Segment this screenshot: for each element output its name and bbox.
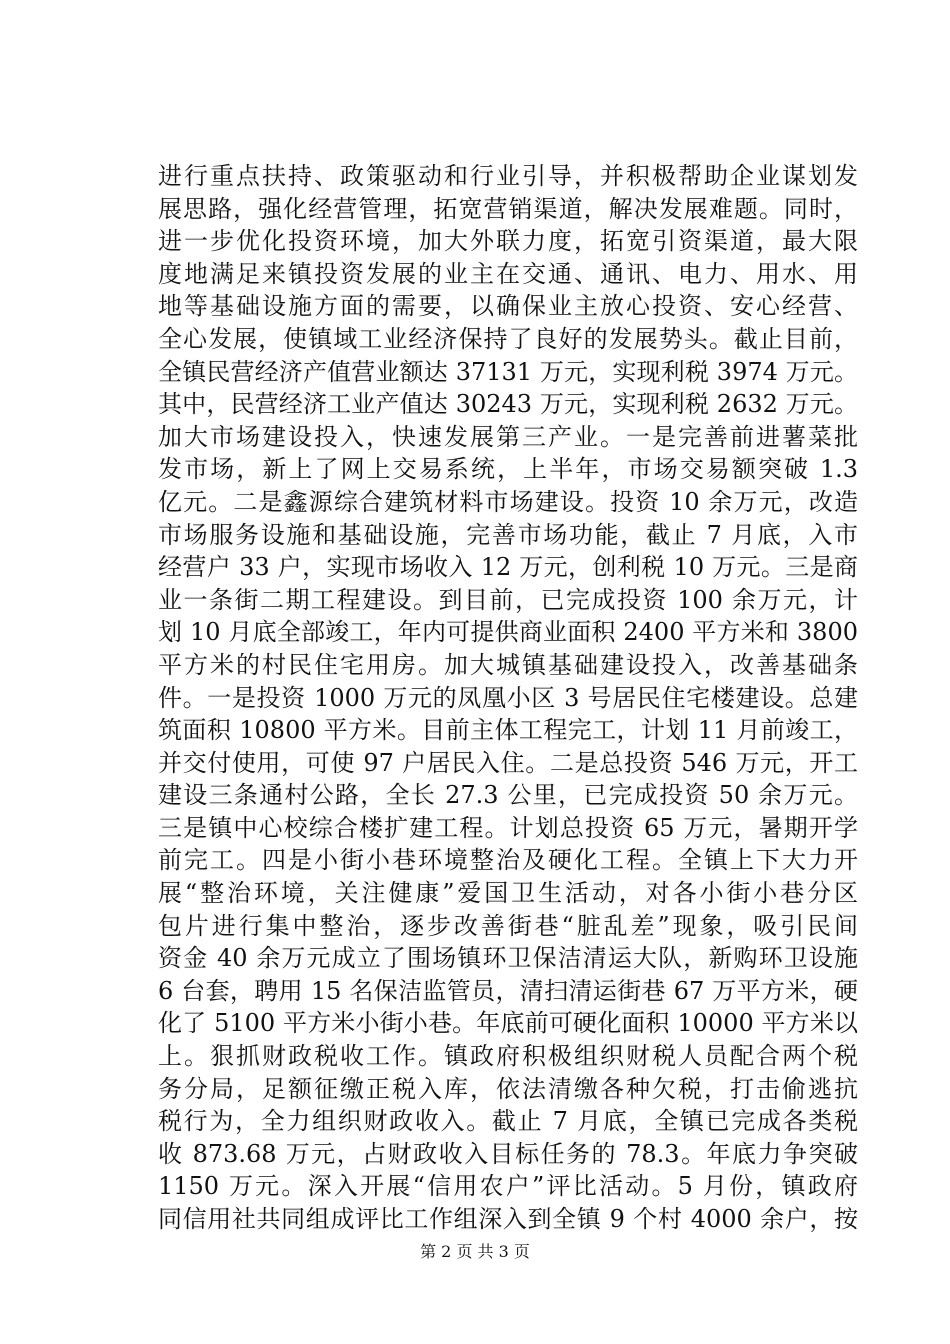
text-line: 加大市场建设投入，快速发展第三产业。一是完善前进薯菜批 — [158, 422, 858, 451]
text-line: 资金 40 余万元成立了围场镇环卫保洁清运大队，新购环卫设施 — [158, 944, 858, 973]
text-line: 件。一是投资 1000 万元的凤凰小区 3 号居民住宅楼建设。总建 — [158, 683, 858, 712]
text-line: 筑面积 10800 平方米。目前主体工程完工，计划 11 月前竣工， — [158, 716, 858, 745]
text-line: 并交付使用，可使 97 户居民入住。二是总投资 546 万元，开工 — [158, 748, 858, 777]
text-line: 上。狠抓财政税收工作。镇政府积极组织财税人员配合两个税 — [158, 1042, 858, 1071]
page-number-label: 第 2 页 共 3 页 — [420, 1242, 530, 1261]
text-line: 展“整治环境，关注健康”爱国卫生活动，对各小街小巷分区 — [158, 879, 858, 908]
text-line: 其中，民营经济工业产值达 30243 万元，实现利税 2632 万元。 — [158, 390, 858, 419]
text-line: 市场服务设施和基础设施，完善市场功能，截止 7 月底，入市 — [158, 520, 858, 549]
text-line: 前完工。四是小街小巷环境整治及硬化工程。全镇上下大力开 — [158, 846, 858, 875]
text-line: 进一步优化投资环境，加大外联力度，拓宽引资渠道，最大限 — [158, 227, 858, 256]
text-line: 建设三条通村公路，全长 27.3 公里，已完成投资 50 余万元。 — [158, 781, 858, 810]
text-line: 展思路，强化经营管理，拓宽营销渠道，解决发展难题。同时， — [158, 194, 858, 223]
text-line: 化了 5100 平方米小街小巷。年底前可硬化面积 10000 平方米以 — [158, 1009, 858, 1038]
text-line: 进行重点扶持、政策驱动和行业引导，并积极帮助企业谋划发 — [158, 162, 858, 190]
text-line: 三是镇中心校综合楼扩建工程。计划总投资 65 万元，暑期开学 — [158, 813, 858, 842]
text-line: 发市场，新上了网上交易系统，上半年，市场交易额突破 1.3 — [158, 455, 858, 484]
text-line: 1150 万元。深入开展“信用农户”评比活动。5 月份，镇政府 — [158, 1172, 858, 1201]
text-line: 全镇民营经济产值营业额达 37131 万元，实现利税 3974 万元。 — [158, 357, 858, 386]
text-line: 全心发展，使镇域工业经济保持了良好的发展势头。截止目前， — [158, 324, 858, 353]
text-line: 收 873.68 万元，占财政收入目标任务的 78.3。年底力争突破 — [158, 1139, 858, 1168]
text-line: 平方米的村民住宅用房。加大城镇基础建设投入，改善基础条 — [158, 650, 858, 679]
text-line: 务分局，足额征缴正税入库，依法清缴各种欠税，打击偷逃抗 — [158, 1074, 858, 1103]
text-line: 亿元。二是鑫源综合建筑材料市场建设。投资 10 余万元，改造 — [158, 487, 858, 516]
text-line: 同信用社共同组成评比工作组深入到全镇 9 个村 4000 余户，按 — [158, 1205, 858, 1233]
text-line: 税行为，全力组织财政收入。截止 7 月底，全镇已完成各类税 — [158, 1107, 858, 1136]
body-text — [158, 160, 858, 1236]
text-line: 地等基础设施方面的需要，以确保业主放心投资、安心经营、 — [158, 292, 858, 321]
text-line: 度地满足来镇投资发展的业主在交通、通讯、电力、用水、用 — [158, 259, 858, 288]
text-line: 业一条街二期工程建设。到目前，已完成投资 100 余万元，计 — [158, 585, 858, 614]
text-line: 经营户 33 户，实现市场收入 12 万元，创利税 10 万元。三是商 — [158, 553, 858, 582]
text-line: 6 台套，聘用 15 名保洁监管员，清扫清运街巷 67 万平方米，硬 — [158, 976, 858, 1005]
text-line: 包片进行集中整治，逐步改善街巷“脏乱差”现象，吸引民间 — [158, 911, 858, 940]
page-footer — [0, 1242, 950, 1262]
text-line: 划 10 月底全部竣工，年内可提供商业面积 2400 平方米和 3800 — [158, 618, 858, 647]
